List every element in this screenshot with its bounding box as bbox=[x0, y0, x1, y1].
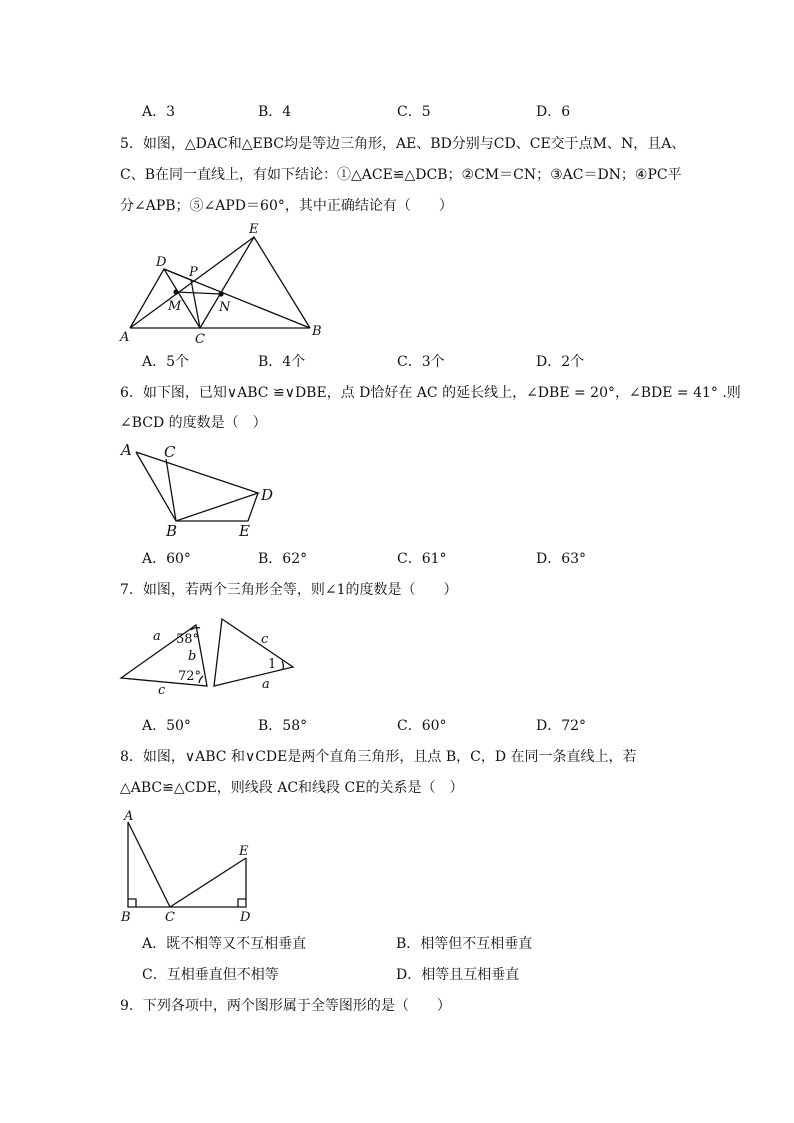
q7-label-b: b bbox=[188, 649, 197, 664]
q7-option-b[interactable]: B．58° bbox=[258, 718, 308, 734]
q7-option-c[interactable]: C．60° bbox=[397, 718, 447, 734]
q7-stem-line1: 7．如图，若两个三角形全等，则∠1的度数是（ ） bbox=[120, 582, 458, 598]
q7-label-c-left: c bbox=[158, 683, 166, 698]
q4-option-b[interactable]: B．4 bbox=[258, 104, 292, 120]
q7-label-72: 72° bbox=[178, 669, 202, 684]
q9-stem-line1: 9．下列各项中，两个图形属于全等图形的是（ ） bbox=[120, 998, 451, 1014]
q6-option-a[interactable]: A．60° bbox=[142, 551, 191, 567]
q8-option-b[interactable]: B．相等但不互相垂直 bbox=[396, 936, 533, 952]
q5-label-m: M bbox=[168, 299, 182, 314]
q5-label-e: E bbox=[249, 222, 259, 237]
q6-stem-line2: ∠BCD 的度数是（ ） bbox=[120, 415, 267, 431]
q8-label-e: E bbox=[239, 844, 249, 859]
q7-label-a-right: a bbox=[262, 677, 270, 692]
q5-stem-line3: 分∠APB；⑤∠APD＝60°，其中正确结论有（ ） bbox=[120, 198, 453, 214]
q6-label-b: B bbox=[166, 522, 178, 540]
q6-label-a: A bbox=[121, 441, 132, 459]
q4-option-c[interactable]: C．5 bbox=[397, 104, 431, 120]
q6-label-d: D bbox=[261, 486, 274, 504]
q7-option-d[interactable]: D．72° bbox=[536, 718, 587, 734]
q6-option-b[interactable]: B．62° bbox=[258, 551, 308, 567]
q5-option-d[interactable]: D．2个 bbox=[536, 354, 585, 370]
q6-option-d[interactable]: D．63° bbox=[536, 551, 587, 567]
q4-option-a[interactable]: A．3 bbox=[142, 104, 176, 120]
q7-label-c-right: c bbox=[261, 632, 269, 647]
q7-label-58: 58° bbox=[176, 632, 200, 647]
q8-label-d: D bbox=[240, 910, 251, 925]
q5-stem-line1: 5．如图，△DAC和△EBC均是等边三角形，AE、BD分别与CD、CE交于点M、N，且A、 bbox=[120, 136, 686, 152]
q5-option-a[interactable]: A．5个 bbox=[142, 354, 190, 370]
q7-label-a-left: a bbox=[153, 629, 161, 644]
q5-label-p: P bbox=[189, 265, 198, 280]
q8-label-c: C bbox=[165, 910, 175, 925]
q8-option-d[interactable]: D．相等且互相垂直 bbox=[396, 967, 520, 983]
q8-option-c[interactable]: C．互相垂直但不相等 bbox=[142, 967, 279, 983]
q8-label-a: A bbox=[124, 809, 134, 824]
q5-label-b: B bbox=[312, 324, 322, 339]
q8-option-a[interactable]: A．既不相等又不互相垂直 bbox=[142, 936, 307, 952]
q4-option-d[interactable]: D．6 bbox=[536, 104, 571, 120]
q6-option-c[interactable]: C．61° bbox=[397, 551, 447, 567]
q5-label-n: N bbox=[219, 300, 231, 315]
q6-stem-line1: 6．如下图，已知∨ABC ≌∨DBE，点 D恰好在 AC 的延长线上，∠DBE = 20°，∠BDE = 41° .则 bbox=[120, 385, 741, 401]
q6-label-e: E bbox=[239, 522, 250, 540]
q8-stem-line2: △ABC≌△CDE，则线段 AC和线段 CE的关系是（ ） bbox=[120, 780, 464, 796]
q5-label-a: A bbox=[120, 330, 130, 345]
q7-option-a[interactable]: A．50° bbox=[142, 718, 191, 734]
q5-stem-line2: C、B在同一直线上，有如下结论：①△ACE≌△DCB；②CM＝CN；③AC＝DN；④PC平 bbox=[120, 167, 682, 183]
q8-stem-line1: 8．如图，∨ABC 和∨CDE是两个直角三角形，且点 B，C，D 在同一条直线上，若 bbox=[120, 749, 637, 765]
q7-label-angle-1: 1 bbox=[268, 657, 277, 672]
q8-figure-lines bbox=[128, 822, 246, 907]
q5-option-c[interactable]: C．3个 bbox=[397, 354, 445, 370]
q6-label-c: C bbox=[164, 443, 176, 461]
q8-label-b: B bbox=[121, 910, 131, 925]
q5-label-c: C bbox=[195, 332, 205, 347]
q5-label-d: D bbox=[156, 255, 167, 270]
q5-option-b[interactable]: B．4个 bbox=[258, 354, 306, 370]
